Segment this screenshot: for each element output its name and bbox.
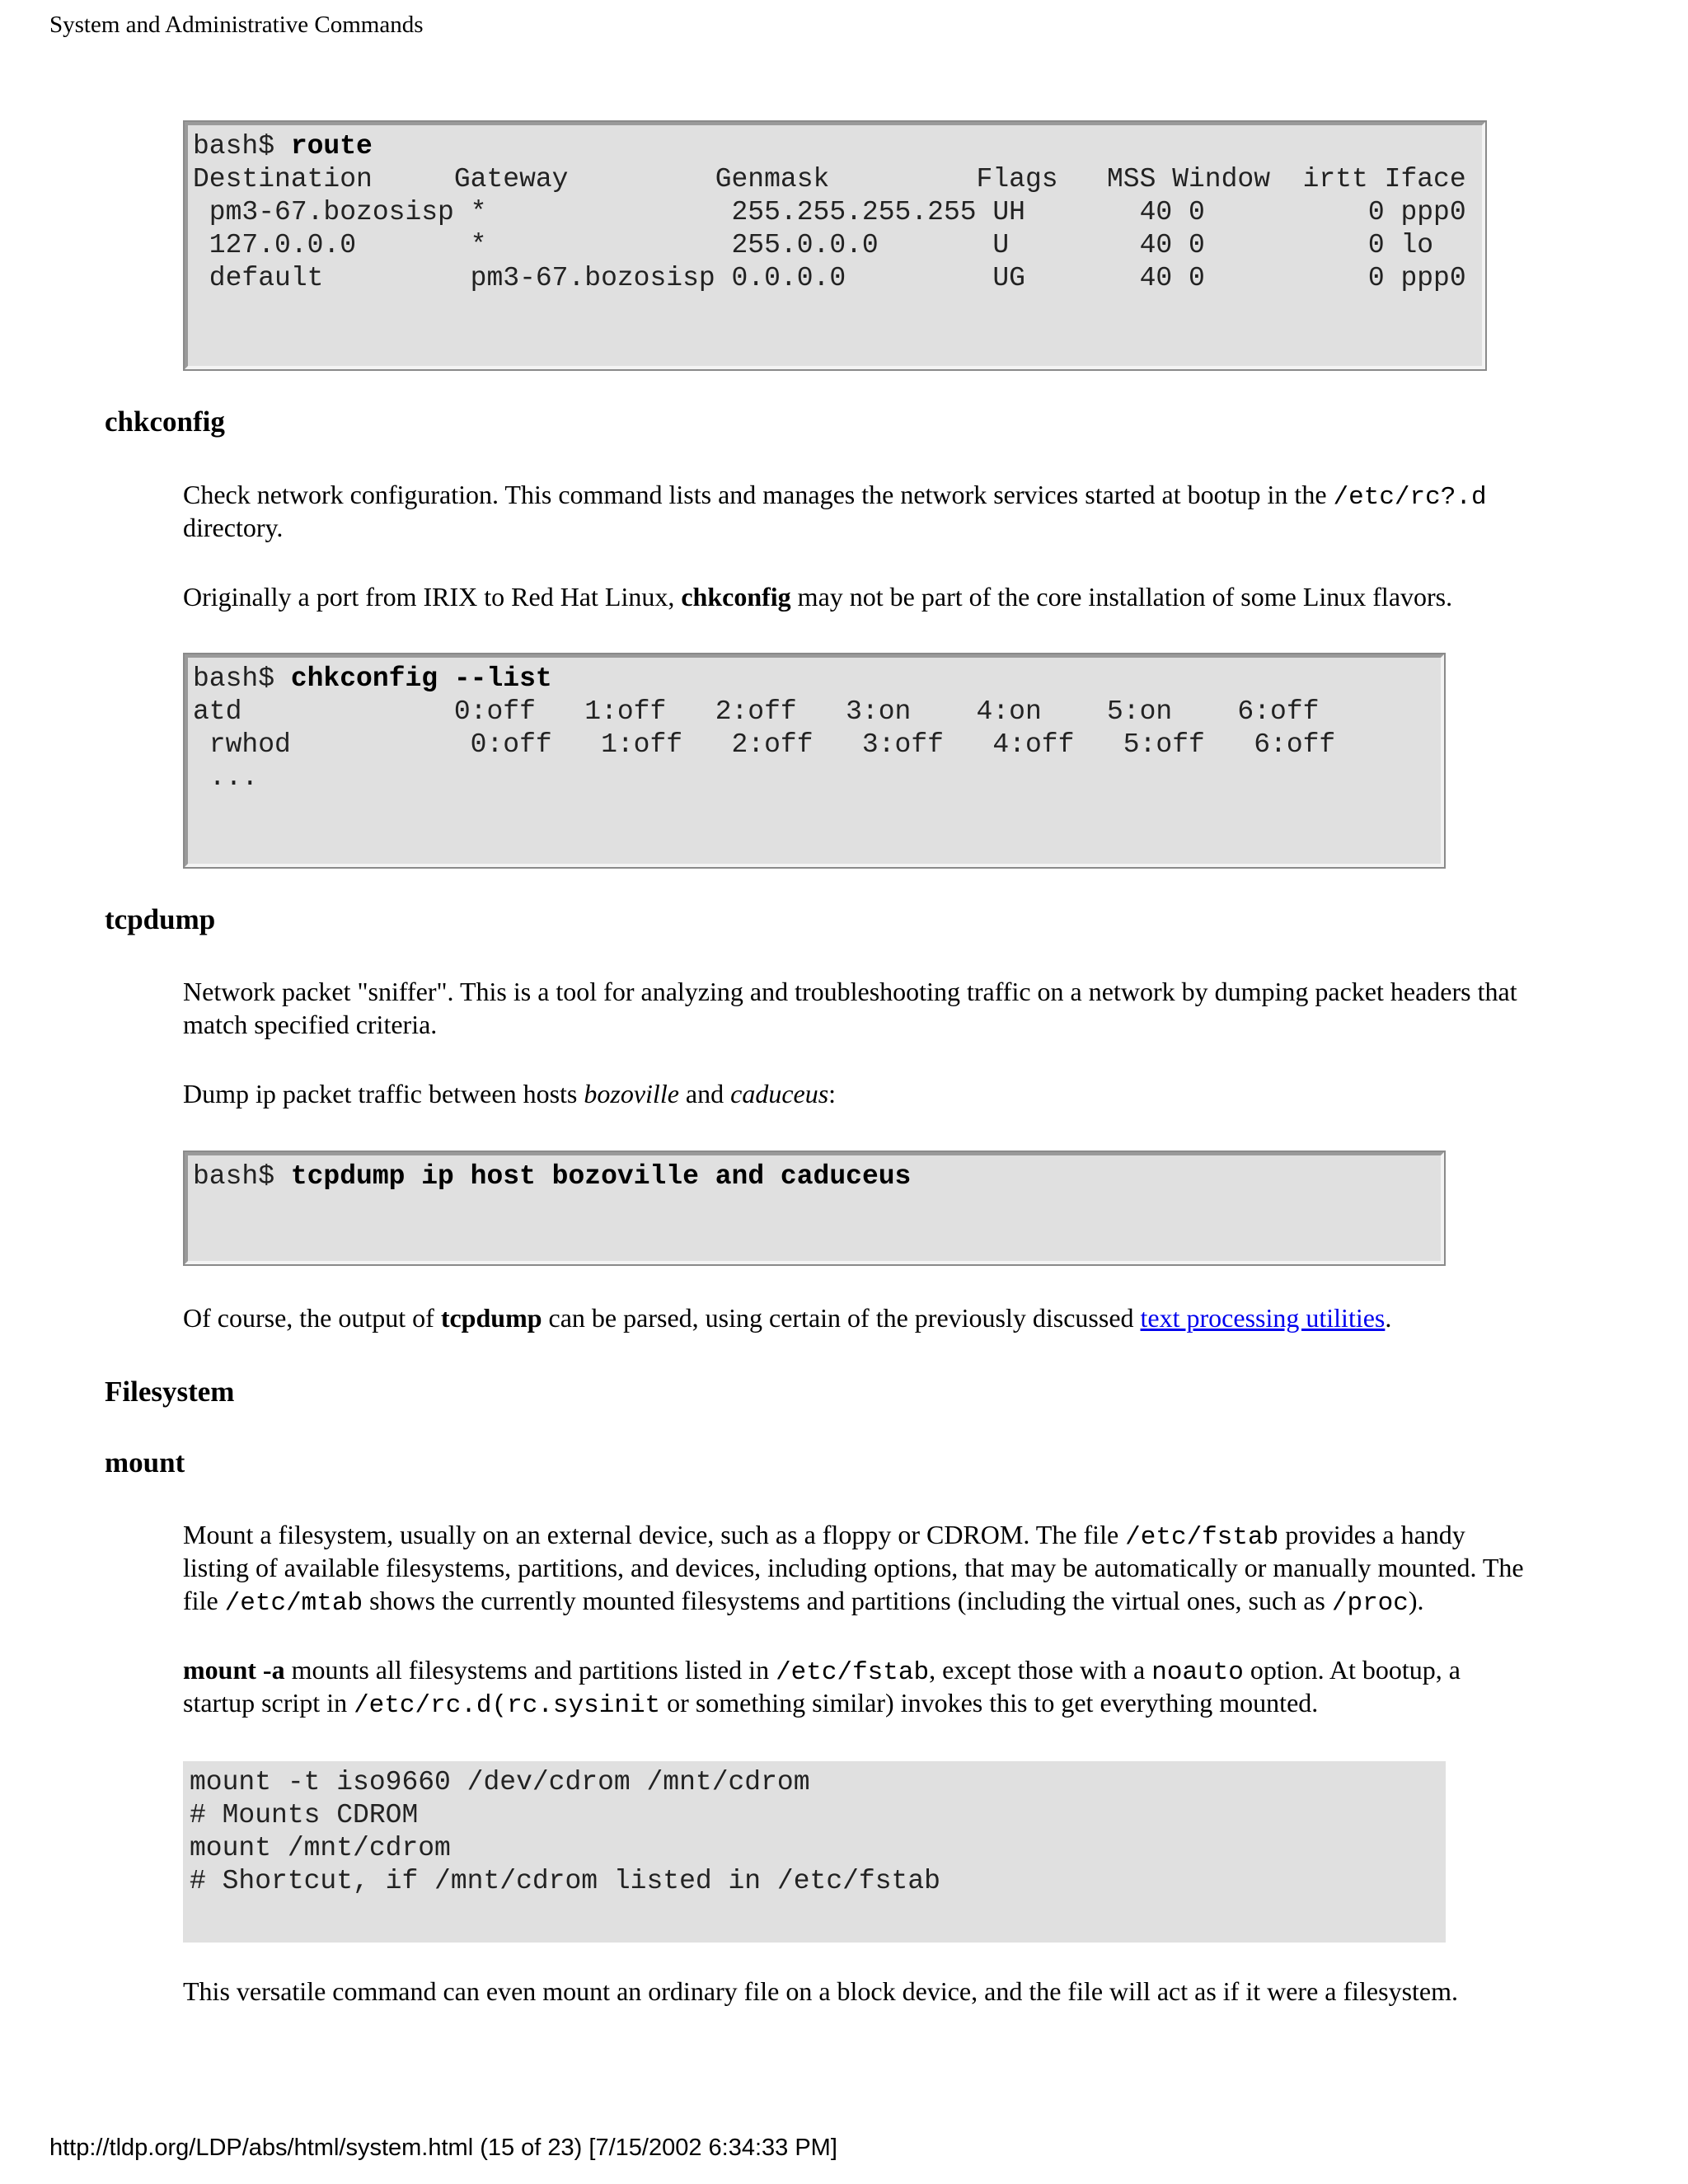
- rc-dir-code: /etc/rc?.d: [1333, 483, 1487, 512]
- chkconfig-prompt: bash$: [193, 663, 291, 694]
- mount-a-text2: , except those with a: [929, 1655, 1152, 1685]
- tcpdump-bold: tcpdump: [440, 1303, 542, 1333]
- page-footer-url: http://tldp.org/LDP/abs/html/system.html (15 of 23) [7/15/2002 6:34:33 PM]: [49, 2135, 837, 2161]
- chkconfig-origin-note: [183, 580, 1452, 613]
- route-command: route: [290, 131, 373, 162]
- tcpdump-command: tcpdump ip host bozoville and caduceus: [290, 1161, 912, 1192]
- mount-a-bold: mount -a: [183, 1655, 285, 1685]
- mount-a-line1: [183, 1653, 1461, 1690]
- tcpdump-intro-colon: :: [828, 1079, 837, 1108]
- chkconfig-note-end: may not be part of the core installation of some Linux flavors.: [790, 582, 1453, 612]
- chkconfig-output-box: [185, 654, 1444, 867]
- filesystem-heading: Filesystem: [105, 1376, 235, 1408]
- mount-a-text5: or something similar) invokes this to get everything mounted.: [660, 1688, 1319, 1718]
- route-output-box: [185, 122, 1485, 369]
- mount-desc-line3: [183, 1584, 1424, 1620]
- mount-a-text3: option. At bootup, a: [1243, 1655, 1461, 1685]
- tcpdump-note-end: .: [1385, 1303, 1392, 1333]
- mount-desc-text1: Mount a filesystem, usually on an external device, such as a floppy or CDROM. The file: [183, 1520, 1126, 1549]
- chkconfig-output: atd 0:off 1:off 2:off 3:on 4:on 5:on 6:off rwhod 0:off 1:off 2:off 3:off 4:off 5:off 6:off ...: [193, 696, 1336, 793]
- mount-example-code: mount -t iso9660 /dev/cdrom /mnt/cdrom # Mounts CDROM mount /mnt/cdrom # Shortcut, if /mnt/cdrom listed in /etc/fstab: [190, 1767, 940, 1896]
- mount-desc-text5: ).: [1408, 1586, 1424, 1615]
- tcpdump-note-mid: can be parsed, using certain of the previously discussed: [542, 1303, 1141, 1333]
- tcpdump-note-text: Of course, the output of: [183, 1303, 441, 1333]
- chkconfig-description: [183, 478, 1487, 514]
- mount-desc-text4: shows the currently mounted filesystems and partitions (including the virtual ones, such as: [363, 1586, 1332, 1615]
- rcd-code: /etc/rc.d: [354, 1691, 492, 1720]
- mount-a-text4: startup script in: [183, 1688, 354, 1718]
- tcpdump-desc-line1: Network packet "sniffer". This is a tool for analyzing and troubleshooting traffic on a network by dumping packet headers that: [183, 977, 1517, 1006]
- mount-desc-text2: provides a handy: [1278, 1520, 1465, 1549]
- chkconfig-term: chkconfig: [105, 405, 225, 438]
- mtab-code: /etc/mtab: [224, 1589, 363, 1618]
- tcpdump-command-box: [185, 1152, 1444, 1264]
- mount-versatile-note: This versatile command can even mount an ordinary file on a block device, and the file will act as if it were a filesystem.: [183, 1976, 1459, 2006]
- tcpdump-prompt: bash$: [193, 1161, 291, 1192]
- fstab-code: /etc/fstab: [1125, 1523, 1279, 1552]
- tcpdump-term: tcpdump: [105, 903, 216, 935]
- page-header: System and Administrative Commands: [49, 12, 424, 38]
- noauto-code: noauto: [1151, 1658, 1244, 1687]
- mount-desc-line2: listing of available filesystems, partitions, and devices, including options, that may be automatically or manually mounted. The: [183, 1553, 1524, 1582]
- route-prompt: bash$: [193, 131, 291, 162]
- tcpdump-intro-and: and: [678, 1079, 731, 1108]
- mount-a-text1: mounts all filesystems and partitions listed in: [284, 1655, 776, 1685]
- route-output: Destination Gateway Genmask Flags MSS Window irtt Iface pm3-67.bozosisp * 255.255.255.255 UH 40 0 0 ppp0 127.0.0.0 * 255.0.0.0 U 40 0 0 lo default pm3-67.bozosisp 0.0.0.0 UG 40 0 0 ppp0: [193, 164, 1466, 293]
- host-caduceus: caduceus: [730, 1079, 829, 1108]
- tcpdump-parse-note: [183, 1301, 1391, 1334]
- host-bozoville: bozoville: [584, 1079, 679, 1108]
- chkconfig-bold: chkconfig: [681, 582, 791, 612]
- route-code: [188, 125, 1482, 295]
- chkconfig-desc-text: Check network configuration. This command lists and manages the network services started at bootup in the: [183, 480, 1334, 509]
- proc-code: /proc: [1331, 1589, 1409, 1618]
- chkconfig-note-text: Originally a port from IRIX to Red Hat Linux,: [183, 582, 682, 612]
- tcpdump-code: [188, 1155, 1441, 1193]
- text-processing-link[interactable]: text processing utilities: [1140, 1303, 1386, 1333]
- chkconfig-code: [188, 658, 1441, 794]
- chkconfig-command: chkconfig --list: [290, 663, 552, 694]
- mount-desc-line1: [183, 1518, 1465, 1554]
- mount-a-line2: [183, 1686, 1318, 1722]
- mount-term: mount: [105, 1446, 185, 1479]
- rcsysinit-code: (rc.sysinit: [491, 1691, 661, 1720]
- tcpdump-desc-line2: match specified criteria.: [183, 1010, 438, 1039]
- tcpdump-example-intro: [183, 1077, 836, 1110]
- mount-desc-text3: file: [183, 1586, 225, 1615]
- mount-example-box: [183, 1761, 1446, 1943]
- fstab-code-2: /etc/fstab: [776, 1658, 930, 1687]
- chkconfig-desc-line2: directory.: [183, 513, 284, 542]
- tcpdump-intro-text: Dump ip packet traffic between hosts: [183, 1079, 584, 1108]
